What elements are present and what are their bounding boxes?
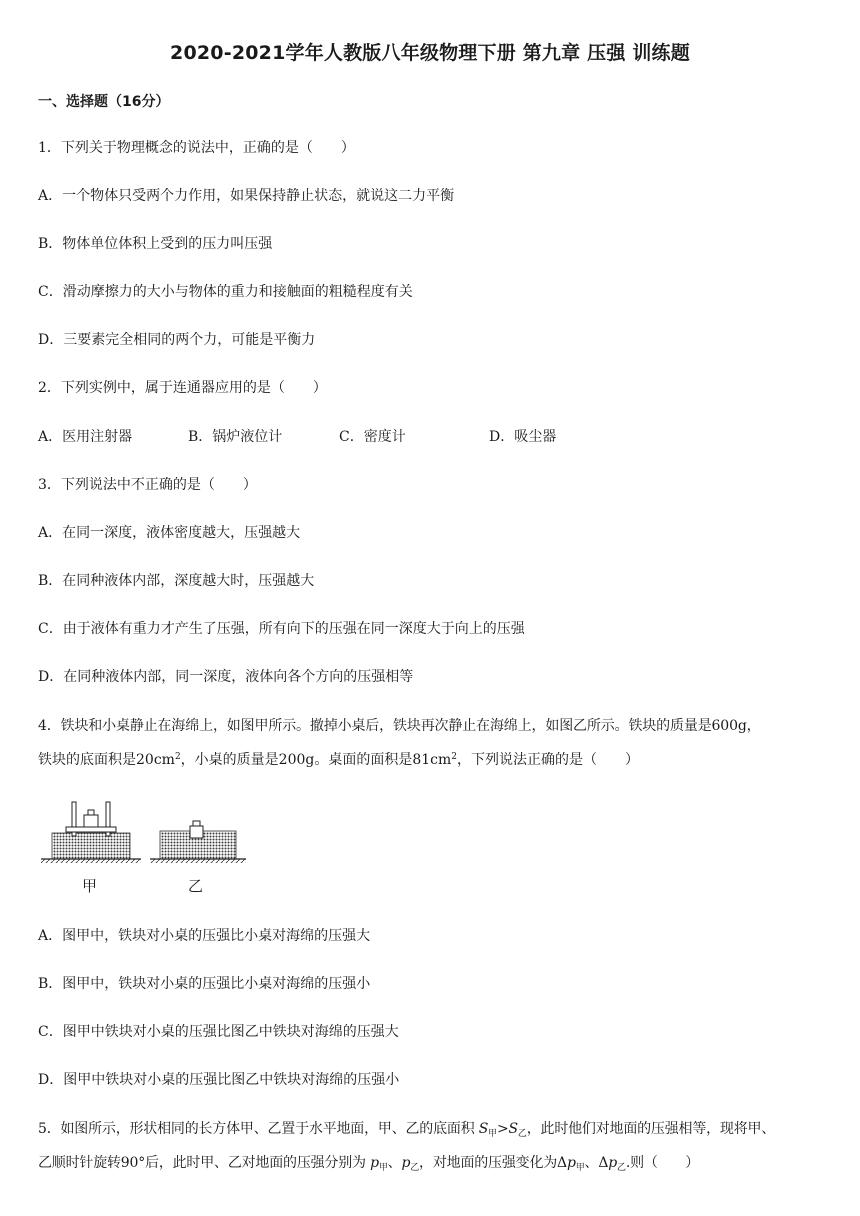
question-2-option-a: A．医用注射器 xyxy=(38,429,133,445)
question-4-option-a: A．图甲中，铁块对小桌的压强比小桌对海绵的压强大 xyxy=(38,928,371,944)
figure-jia-table-on-sponge xyxy=(41,802,141,863)
question-1-stem: 1．下列关于物理概念的说法中，正确的是（ ） xyxy=(38,140,355,156)
sponge-experiment-diagram xyxy=(38,796,258,896)
question-1-option-c: C．滑动摩擦力的大小与物体的重力和接触面的粗糙程度有关 xyxy=(38,284,413,300)
question-3-option-a: A．在同一深度，液体密度越大，压强越大 xyxy=(38,525,301,541)
question-2-options xyxy=(38,426,738,446)
question-4-stem-line-1: 4．铁块和小桌静止在海绵上，如图甲所示。撤掉小桌后，铁块再次静止在海绵上，如图乙所示。铁块的质量是600g， xyxy=(38,718,761,734)
sponge-experiment-figure xyxy=(38,796,258,896)
question-3-option-c: C．由于液体有重力才产生了压强，所有向下的压强在同一深度大于向上的压强 xyxy=(38,621,525,637)
question-3-option-b: B．在同种液体内部，深度越大时，压强越大 xyxy=(38,573,315,589)
figure-label-jia: 甲 xyxy=(82,877,98,895)
page-title: 2020-2021学年人教版八年级物理下册 第九章 压强 训练题 xyxy=(170,42,690,64)
question-4-option-d: D．图甲中铁块对小桌的压强比图乙中铁块对海绵的压强小 xyxy=(38,1072,400,1088)
question-1-option-d: D．三要素完全相同的两个力，可能是平衡力 xyxy=(38,332,316,348)
section-heading: 一、选择题（16分） xyxy=(38,94,170,110)
question-4-stem-line-2: 铁块的底面积是$20cm^2$，小桌的质量是200g。桌面的面积是$81cm^2$，下列说法正确的是（ ） xyxy=(38,752,640,768)
question-2-option-c: C．密度计 xyxy=(339,429,406,445)
question-2-option-b: B．锅炉液位计 xyxy=(188,429,283,445)
question-2-option-d: D．吸尘器 xyxy=(489,429,557,445)
figure-yi-block-on-sponge xyxy=(150,821,246,863)
question-3-stem: 3．下列说法中不正确的是（ ） xyxy=(38,477,257,493)
question-3-option-d: D．在同种液体内部，同一深度，液体向各个方向的压强相等 xyxy=(38,669,414,685)
question-1-option-a: A．一个物体只受两个力作用，如果保持静止状态，就说这二力平衡 xyxy=(38,188,455,204)
figure-label-yi: 乙 xyxy=(188,877,204,895)
question-4-option-c: C．图甲中铁块对小桌的压强比图乙中铁块对海绵的压强大 xyxy=(38,1024,399,1040)
question-2-stem: 2．下列实例中，属于连通器应用的是（ ） xyxy=(38,380,327,396)
question-5-stem-line-2: 乙顺时针旋转90°后，此时甲、乙对地面的压强分别为 $p_甲$、$p_乙$，对地面的压强变化为$\Delta p_甲$、$\Delta p_乙$.则（ ） xyxy=(38,1155,700,1173)
question-5-stem-line-1: 5．如图所示，形状相同的长方体甲、乙置于水平地面，甲、乙的底面积 $S_甲>S_乙$，此时他们对地面的压强相等，现将甲、 xyxy=(38,1121,776,1139)
question-1-option-b: B．物体单位体积上受到的压力叫压强 xyxy=(38,236,273,252)
question-4-option-b: B．图甲中，铁块对小桌的压强比小桌对海绵的压强小 xyxy=(38,976,371,992)
